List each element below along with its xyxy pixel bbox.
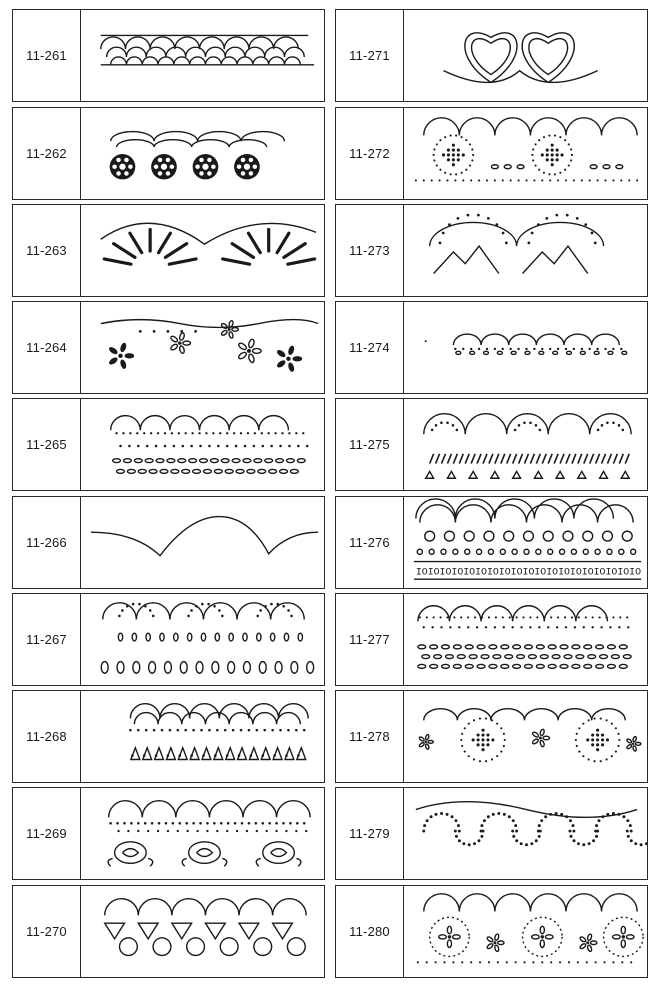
pattern-card-11-276 <box>335 496 648 589</box>
pattern-code: 11-273 <box>336 205 404 296</box>
pattern-drawing <box>404 691 647 782</box>
pattern-card-11-271 <box>335 9 648 102</box>
pattern-illustration-circle-rows <box>404 497 647 588</box>
pattern-card-11-278 <box>335 690 648 783</box>
pattern-card-11-280 <box>335 885 648 978</box>
pattern-illustration-rosette-dots <box>81 108 324 199</box>
pattern-drawing <box>404 10 647 101</box>
pattern-code: 11-271 <box>336 10 404 101</box>
pattern-illustration-floral-scatter <box>81 302 324 393</box>
pattern-illustration-scallop-eyelet-ovals <box>81 594 324 685</box>
pattern-illustration-dotted-waves <box>404 788 647 879</box>
pattern-illustration-eyelet-fans-triangles <box>404 399 647 490</box>
pattern-drawing <box>81 399 324 490</box>
pattern-code: 11-268 <box>13 691 81 782</box>
pattern-illustration-fan-leaves <box>81 205 324 296</box>
pattern-drawing <box>404 205 647 296</box>
pattern-card-11-279 <box>335 787 648 880</box>
pattern-code: 11-265 <box>13 399 81 490</box>
pattern-code: 11-264 <box>13 302 81 393</box>
pattern-code: 11-266 <box>13 497 81 588</box>
pattern-card-11-264 <box>12 301 325 394</box>
pattern-drawing <box>81 691 324 782</box>
pattern-drawing <box>81 497 324 588</box>
pattern-code: 11-279 <box>336 788 404 879</box>
pattern-code: 11-277 <box>336 594 404 685</box>
pattern-illustration-eyelet-flowers <box>404 886 647 977</box>
pattern-code: 11-278 <box>336 691 404 782</box>
pattern-code: 11-272 <box>336 108 404 199</box>
pattern-drawing <box>81 302 324 393</box>
pattern-drawing <box>81 10 324 101</box>
pattern-illustration-single-scallop-line <box>81 497 324 588</box>
pattern-drawing <box>404 594 647 685</box>
pattern-drawing <box>404 497 647 588</box>
pattern-card-11-277 <box>335 593 648 686</box>
pattern-illustration-mountain-arches <box>404 205 647 296</box>
pattern-code: 11-267 <box>13 594 81 685</box>
pattern-drawing <box>81 886 324 977</box>
pattern-illustration-dotted-medallions <box>404 691 647 782</box>
pattern-code: 11-261 <box>13 10 81 101</box>
pattern-code: 11-280 <box>336 886 404 977</box>
pattern-illustration-scallop-arches <box>81 10 324 101</box>
pattern-drawing <box>404 399 647 490</box>
pattern-illustration-double-eyelet-rows <box>404 594 647 685</box>
pattern-card-11-268 <box>12 690 325 783</box>
pattern-code: 11-262 <box>13 108 81 199</box>
pattern-illustration-teardrop-rings <box>81 886 324 977</box>
pattern-card-11-274 <box>335 301 648 394</box>
pattern-drawing <box>404 788 647 879</box>
pattern-card-11-261 <box>12 9 325 102</box>
pattern-illustration-scallop-roses <box>81 788 324 879</box>
pattern-card-11-272 <box>335 107 648 200</box>
pattern-card-11-266 <box>12 496 325 589</box>
pattern-code: 11-270 <box>13 886 81 977</box>
pattern-card-11-273 <box>335 204 648 297</box>
pattern-drawing <box>81 108 324 199</box>
pattern-card-11-270 <box>12 885 325 978</box>
pattern-code: 11-275 <box>336 399 404 490</box>
pattern-card-11-267 <box>12 593 325 686</box>
pattern-code: 11-274 <box>336 302 404 393</box>
pattern-card-11-275 <box>335 398 648 491</box>
pattern-illustration-small-scallops <box>404 302 647 393</box>
pattern-drawing <box>81 205 324 296</box>
pattern-card-11-265 <box>12 398 325 491</box>
pattern-illustration-scallop-triangles <box>81 691 324 782</box>
pattern-card-11-269 <box>12 787 325 880</box>
pattern-illustration-medallion-eyelets <box>404 108 647 199</box>
pattern-drawing <box>404 302 647 393</box>
pattern-drawing <box>404 886 647 977</box>
pattern-code: 11-263 <box>13 205 81 296</box>
pattern-code: 11-269 <box>13 788 81 879</box>
pattern-card-11-262 <box>12 107 325 200</box>
pattern-illustration-dotted-scallop-eyelets <box>81 399 324 490</box>
svg-text:IOIOIOIOIOIOIOIOIOIOIOIOIOIOIO: IOIOIOIOIOIOIOIOIOIOIOIOIOIOIOIOIOIOIO <box>415 566 642 578</box>
pattern-drawing <box>404 108 647 199</box>
pattern-drawing <box>81 594 324 685</box>
pattern-card-11-263 <box>12 204 325 297</box>
pattern-code: 11-276 <box>336 497 404 588</box>
pattern-drawing <box>81 788 324 879</box>
pattern-illustration-heart-knots <box>404 10 647 101</box>
